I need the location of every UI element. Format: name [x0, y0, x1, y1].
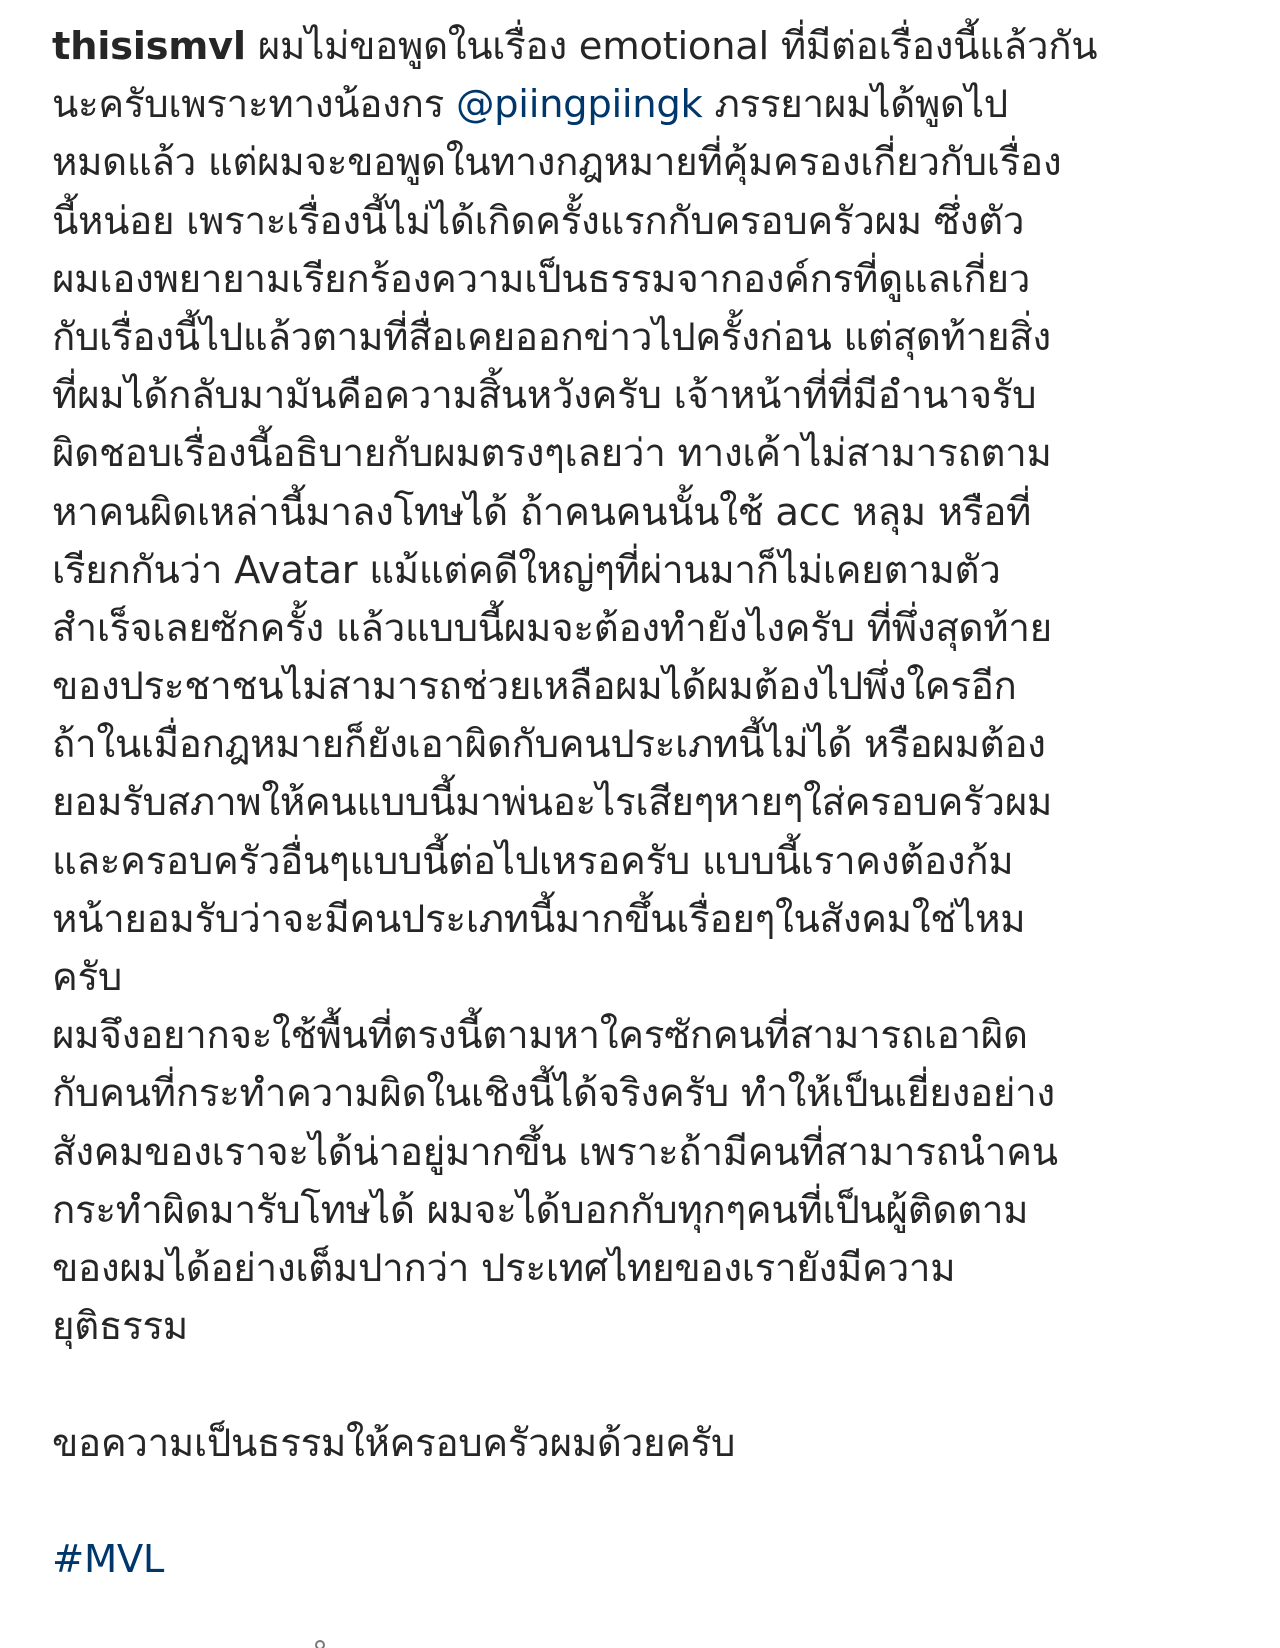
- caption-text: นะครับเพราะทางน้องกร: [52, 82, 456, 128]
- caption-text: ผมไม่ขอพูดในเรื่อง emotional ที่มีต่อเรื่องนี้แล้วกัน: [245, 24, 1098, 69]
- mention-link[interactable]: @piingpiingk: [455, 82, 703, 128]
- caption-line: ครับ: [52, 955, 122, 1000]
- caption-text: ภรรยาผมได้พูดไป: [702, 82, 1008, 128]
- hashtag-link[interactable]: #MVL: [52, 1536, 165, 1582]
- caption-line: สำเร็จเลยซักครั้ง แล้วแบบนี้ผมจะต้องทำยังไงครับ ที่พึ่งสุดท้าย: [52, 605, 1052, 651]
- caption-line: ของประชาชนไม่สามารถช่วยเหลือผมได้ผมต้องไปพึ่งใครอีก: [52, 664, 1017, 710]
- caption-line: สังคมของเราจะได้น่าอยู่มากขึ้น เพราะถ้ามีคนที่สามารถนำคน: [52, 1129, 1058, 1175]
- caption-line: ยอมรับสภาพให้คนแบบนี้มาพ่นอะไรเสียๆหายๆใส่ครอบครัวผม: [52, 780, 1053, 826]
- cropped-glyph: [305, 1634, 329, 1648]
- caption-line: หมดแล้ว แต่ผมจะขอพูดในทางกฎหมายที่คุ้มครองเกี่ยวกับเรื่อง: [52, 140, 1062, 186]
- post-caption: [52, 18, 1252, 1589]
- caption-line: เรียกกันว่า Avatar แม้แต่คดีใหญ่ๆที่ผ่านมาก็ไม่เคยตามตัว: [52, 547, 1001, 593]
- paragraph-spacer: [52, 1356, 1252, 1414]
- caption-line: [52, 76, 1252, 134]
- caption-line: กับเรื่องนี้ไปแล้วตามที่สื่อเคยออกข่าวไปครั้งก่อน แต่สุดท้ายสิ่ง: [52, 314, 1051, 360]
- caption-line: ผิดชอบเรื่องนี้อธิบายกับผมตรงๆเลยว่า ทางเค้าไม่สามารถตาม: [52, 431, 1052, 477]
- caption-line: และครอบครัวอื่นๆแบบนี้ต่อไปเหรอครับ แบบนี้เราคงต้องก้ม: [52, 838, 1014, 884]
- caption-line: กับคนที่กระทำความผิดในเชิงนี้ได้จริงครับ ทำให้เป็นเยี่ยงอย่าง: [52, 1071, 1055, 1117]
- caption-line: กระทำผิดมารับโทษได้ ผมจะได้บอกกับทุกๆคนที่เป็นผู้ติดตาม: [52, 1187, 1029, 1233]
- caption-closing: ขอความเป็นธรรมให้ครอบครัวผมด้วยครับ: [52, 1420, 736, 1466]
- caption-line: หน้ายอมรับว่าจะมีคนประเภทนี้มากขึ้นเรื่อยๆในสังคมใช่ไหม: [52, 896, 1026, 942]
- caption-line: ผมจึงอยากจะใช้พื้นที่ตรงนี้ตามหาใครซักคนที่สามารถเอาผิด: [52, 1013, 1028, 1059]
- paragraph-spacer: [52, 1473, 1252, 1531]
- caption-line: ผมเองพยายามเรียกร้องความเป็นธรรมจากองค์กรที่ดูแลเกี่ยว: [52, 256, 1031, 302]
- username-link[interactable]: thisismvl: [52, 24, 246, 69]
- caption-line: [52, 18, 1252, 76]
- caption-line: ยุติธรรม: [52, 1304, 188, 1350]
- caption-line: หาคนผิดเหล่านี้มาลงโทษได้ ถ้าคนคนนั้นใช้ acc หลุม หรือที่: [52, 489, 1032, 535]
- caption-line: ของผมได้อย่างเต็มปากว่า ประเทศไทยของเรายังมีความ: [52, 1245, 956, 1291]
- caption-line: ถ้าในเมื่อกฎหมายก็ยังเอาผิดกับคนประเภทนี้ไม่ได้ หรือผมต้อง: [52, 722, 1046, 768]
- caption-line: ที่ผมได้กลับมามันคือความสิ้นหวังครับ เจ้าหน้าที่ที่มีอำนาจรับ: [52, 373, 1037, 419]
- caption-line: นี้หน่อย เพราะเรื่องนี้ไม่ได้เกิดครั้งแรกกับครอบครัวผม ซึ่งตัว: [52, 198, 1025, 244]
